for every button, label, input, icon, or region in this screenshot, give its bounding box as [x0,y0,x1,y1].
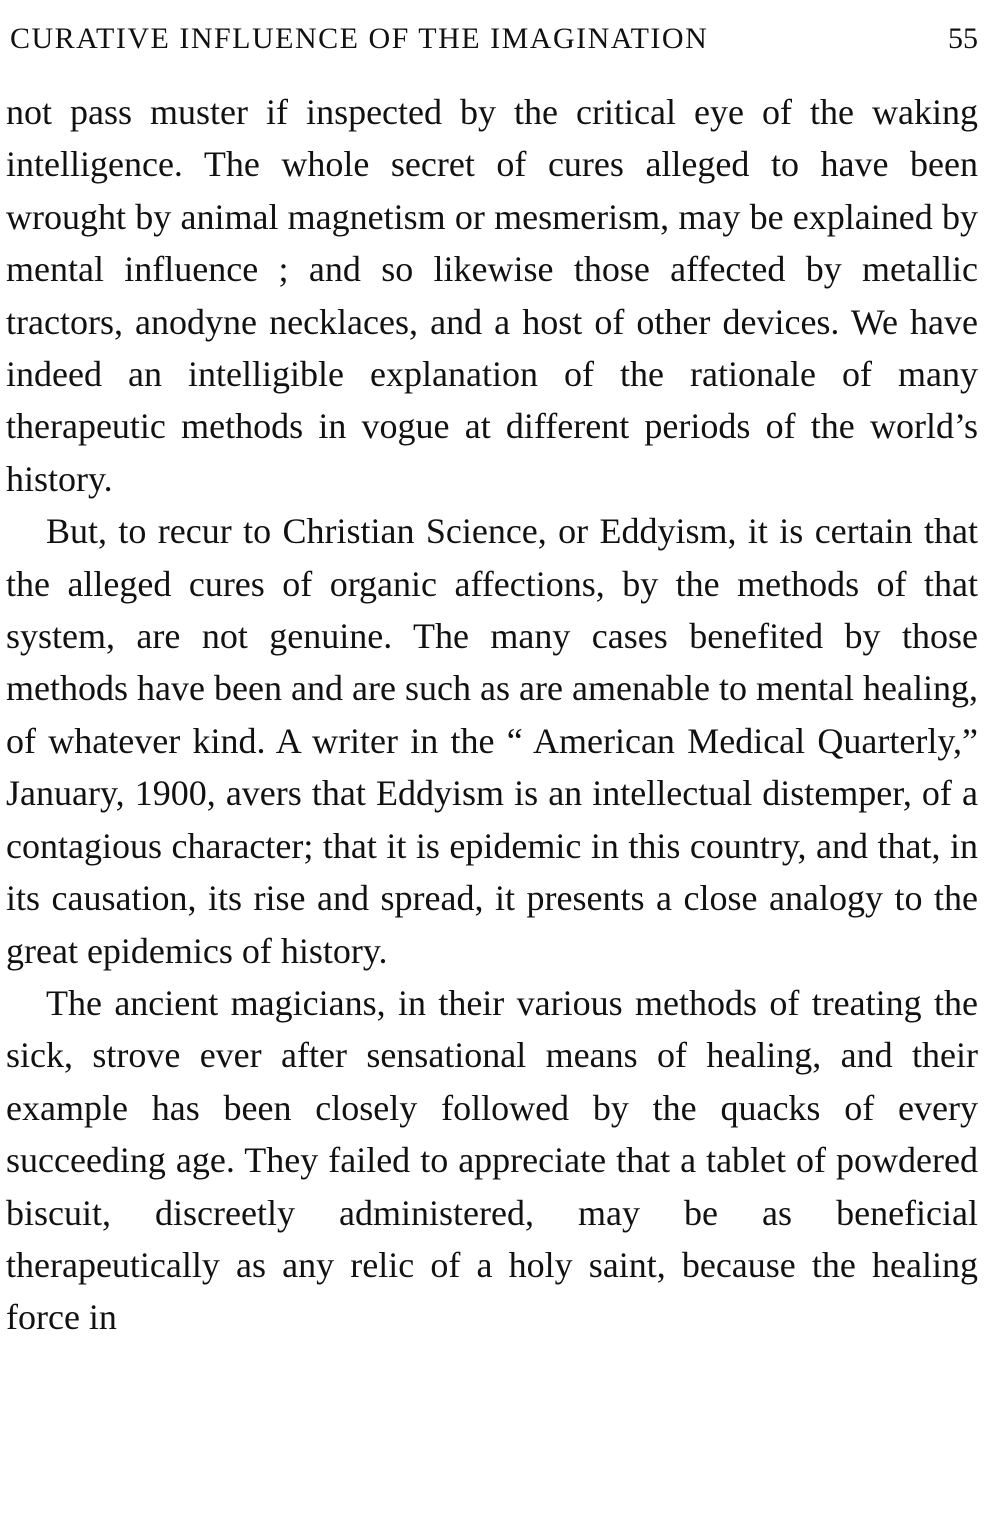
paragraph-ancient-magicians: The ancient magicians, in their various methods of treating the sick, strove ever after sensational means of healing, and their example has been closely followed by the quacks of every succeeding age. They failed to appreciate that a tablet of powdered biscuit, discreetly administered, may be as beneficial therapeutically as any relic of a holy saint, because the healing force in [6,982,978,1338]
page-number: 55 [948,22,978,55]
paragraph-christian-science: But, to recur to Christian Science, or Eddyism, it is certain that the alleged cures of organic affections, by the methods of that system, are not genuine. The many cases benefited by those methods have been and are such as are amenable to mental healing, of whatever kind. A writer in the “ American Medical Quarterly,” January, 1900, avers that Eddyism is an intellectual distemper, of a contagious character; that it is epidemic in this country, and that, in its causation, its rise and spread, it presents a close analogy to the great epidemics of history. [6,511,978,971]
running-title: CURATIVE INFLUENCE OF THE IMAGINATION [10,22,709,55]
body-text [6,86,978,1344]
paragraph-continued: not pass muster if inspected by the critical eye of the waking intelligence. The whole secret of cures alleged to have been wrought by animal magnetism or mesmerism, may be explained by mental influence ; and so likewise those affected by metallic tractors, anodyne necklaces, and a host of other devices. We have indeed an intelligible explanation of the rationale of many therapeutic methods in vogue at different periods of the world’s history. [6,92,978,499]
running-head [10,22,978,70]
